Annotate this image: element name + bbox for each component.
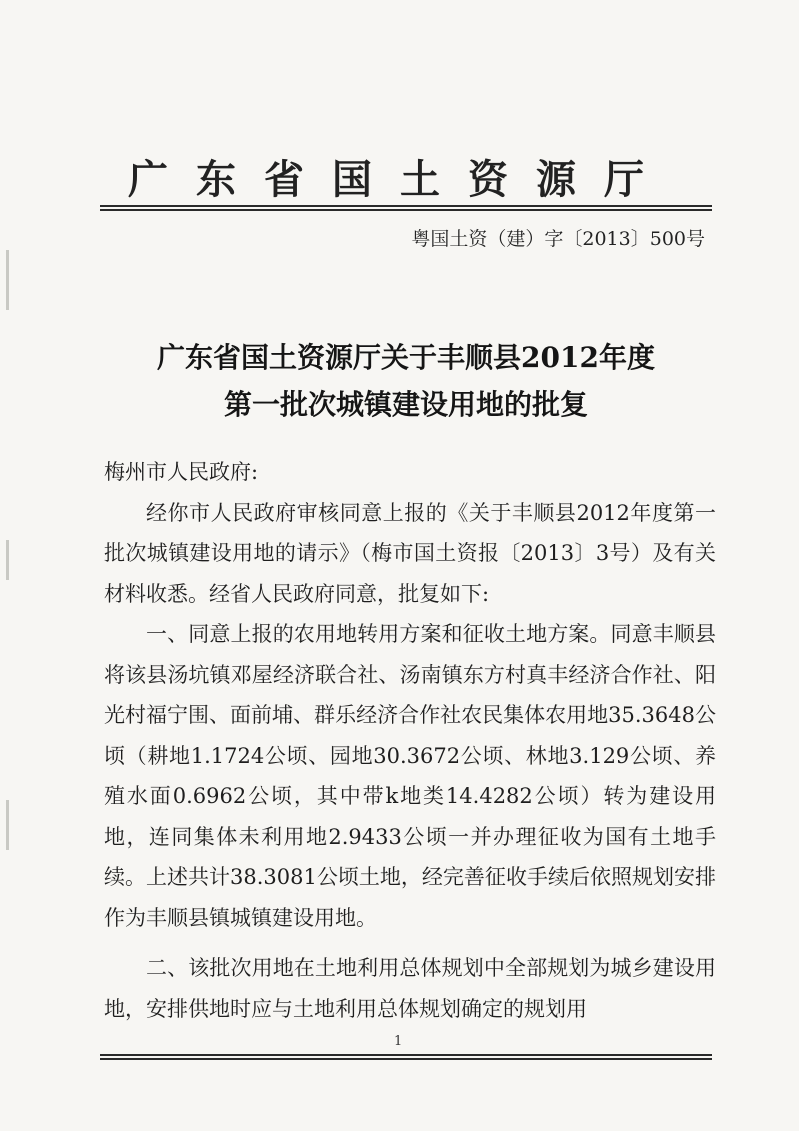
footer-divider <box>100 1054 712 1060</box>
document-body <box>104 452 716 1029</box>
scan-edge-mark <box>6 540 9 580</box>
body-paragraph-item-1: 一、同意上报的农用地转用方案和征收土地方案。同意丰顺县将该县汤坑镇邓屋经济联合社、汤南镇东方村真丰经济合作社、阳光村福宁围、面前埔、群乐经济合作社农民集体农用地35.3648公顷（耕地1.1724公顷、园地30.3672公顷、林地3.129公顷、养殖水面0.6962公顷，其中带k地类14.4282公顷）转为建设用地，连同集体未利用地2.9433公顷一并办理征收为国有土地手续。上述共计38.3081公顷土地，经完善征收手续后依照规划安排作为丰顺县镇城镇建设用地。 <box>104 622 716 930</box>
document-title-line-2: 第一批次城镇建设用地的批复 <box>223 388 588 421</box>
addressee: 梅州市人民政府: <box>104 460 259 484</box>
document-title <box>100 334 712 428</box>
scan-edge-mark <box>6 800 9 850</box>
document-title-line-1: 广东省国土资源厅关于丰顺县2012年度 <box>157 341 655 374</box>
document-number: 粤国土资（建）字〔2013〕500号 <box>411 228 705 250</box>
body-paragraph-item-2: 二、该批次用地在土地利用总体规划中全部规划为城乡建设用地，安排供地时应与土地利用总体规划确定的规划用 <box>104 956 716 1021</box>
scan-edge-mark <box>6 250 9 310</box>
letterhead-org-name: 广东省国土资源厅 <box>128 156 672 203</box>
page-number: 1 <box>394 1034 403 1049</box>
body-paragraph-intro: 经你市人民政府审核同意上报的《关于丰顺县2012年度第一批次城镇建设用地的请示》（梅市国土资报〔2013〕3号）及有关材料收悉。经省人民政府同意，批复如下: <box>104 500 716 606</box>
letterhead-divider <box>100 205 712 211</box>
